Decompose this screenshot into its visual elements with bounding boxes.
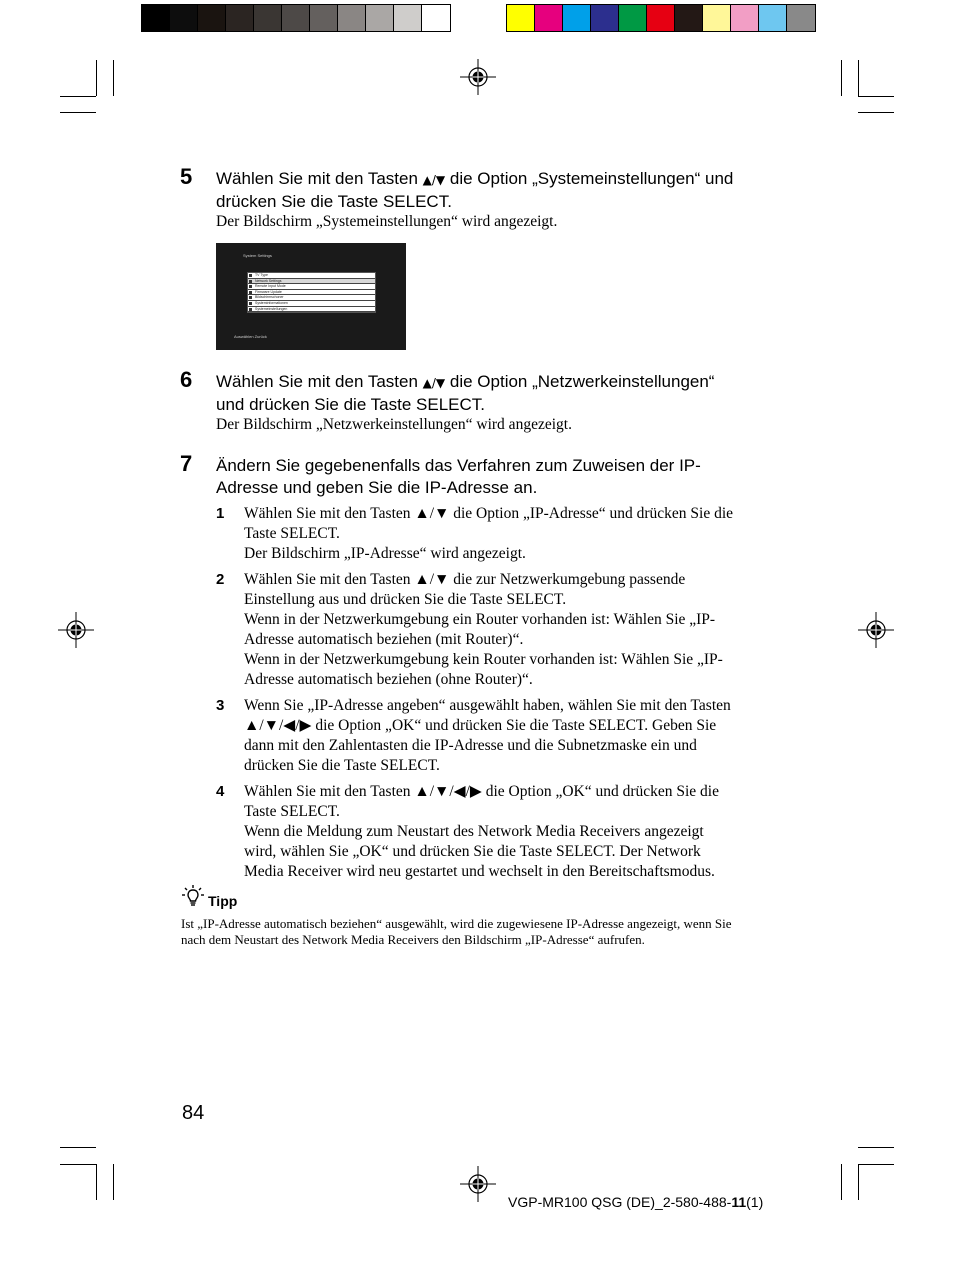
step-title-text: Wählen Sie mit den Tasten: [216, 169, 418, 188]
calibration-swatch: [254, 5, 282, 31]
page-number: 84: [182, 1102, 205, 1124]
registration-mark-icon: [58, 612, 94, 648]
crop-mark: [113, 60, 114, 96]
calibration-swatch: [507, 5, 535, 31]
step-title-text: Wählen Sie mit den Tasten: [216, 372, 418, 391]
step-note: Der Bildschirm „Systemeinstellungen“ wird angezeigt.: [216, 213, 558, 230]
calibration-swatch: [563, 5, 591, 31]
step-number: 7: [180, 451, 193, 476]
registration-mark-icon: [858, 612, 894, 648]
screenshot-menu-row: Firmware Update: [248, 290, 375, 296]
calibration-swatch: [591, 5, 619, 31]
sub-step-line: Adresse automatisch beziehen (mit Router)“.: [244, 631, 524, 648]
tip-text: [181, 916, 801, 948]
tip-line: Ist „IP-Adresse automatisch beziehen“ ausgewählt, wird die zugewiesene IP-Adresse angezeigt, wenn Sie: [181, 916, 732, 931]
crop-mark: [841, 60, 842, 96]
crop-mark: [96, 60, 97, 96]
step-title-text: die Option „Netzwerkeinstellungen“: [449, 372, 715, 391]
sub-step-text: [244, 504, 789, 564]
calibration-swatch: [731, 5, 759, 31]
sub-step-number: 2: [216, 571, 225, 588]
calibration-swatch: [675, 5, 703, 31]
crop-mark: [60, 1147, 96, 1148]
calibration-swatch: [787, 5, 815, 31]
calibration-swatch: [282, 5, 310, 31]
calibration-swatch: [703, 5, 731, 31]
step-title-text: die Option „Systemeinstellungen“ und: [449, 169, 734, 188]
grayscale-calibration-bar: [141, 4, 451, 32]
crop-mark: [858, 1164, 894, 1165]
screenshot-title: System Settings: [243, 253, 272, 258]
system-settings-screenshot: [216, 243, 406, 350]
calibration-swatch: [142, 5, 170, 31]
screenshot-footer: Auswählen Zurück: [234, 334, 267, 339]
calibration-swatch: [366, 5, 394, 31]
sub-step-line: Wenn in der Netzwerkumgebung kein Router vorhanden ist: Wählen Sie „IP-: [244, 651, 723, 668]
step-title-text: und drücken Sie die Taste SELECT.: [216, 395, 486, 414]
step-title: [216, 168, 796, 213]
sub-step-line: Wählen Sie mit den Tasten ▲/▼ die Option „IP-Adresse“ und drücken Sie die: [244, 505, 734, 522]
sub-step-line: wird, wählen Sie „OK“ und drücken Sie die Taste SELECT. Der Network: [244, 843, 701, 860]
sub-step-number: 3: [216, 697, 225, 714]
calibration-swatch: [198, 5, 226, 31]
step-number: 6: [180, 367, 193, 392]
crop-mark: [858, 112, 894, 113]
up-down-arrow-icon: ▲/▼: [422, 173, 446, 187]
calibration-swatch: [647, 5, 675, 31]
crop-mark: [113, 1164, 114, 1200]
calibration-swatch: [310, 5, 338, 31]
calibration-swatch: [759, 5, 787, 31]
crop-mark: [96, 1164, 97, 1200]
calibration-swatch: [619, 5, 647, 31]
crop-mark: [841, 1164, 842, 1200]
sub-step-line: Der Bildschirm „IP-Adresse“ wird angezeigt.: [244, 545, 526, 562]
sub-step-line: Taste SELECT.: [244, 525, 340, 542]
screenshot-menu-row: TV Type: [248, 273, 375, 279]
sub-step-line: Wenn Sie „IP-Adresse angeben“ ausgewählt haben, wählen Sie mit den Tasten: [244, 697, 731, 714]
sub-step-text: [244, 570, 789, 690]
crop-mark: [858, 60, 859, 96]
sub-step-line: Taste SELECT.: [244, 803, 340, 820]
crop-mark: [60, 96, 96, 97]
crop-mark: [60, 112, 96, 113]
sub-step-number: 1: [216, 505, 225, 522]
calibration-swatch: [535, 5, 563, 31]
step-title-text: drücken Sie die Taste SELECT.: [216, 192, 452, 211]
sub-step-line: Wählen Sie mit den Tasten ▲/▼/◀/▶ die Option „OK“ und drücken Sie die: [244, 783, 719, 800]
tip-heading: Tipp: [208, 893, 238, 909]
up-down-arrow-icon: ▲/▼: [422, 376, 446, 390]
step-title: [216, 455, 796, 499]
sub-step-line: Einstellung aus und drücken Sie die Taste SELECT.: [244, 591, 567, 608]
crop-mark: [858, 96, 894, 97]
sub-step-line: ▲/▼/◀/▶ die Option „OK“ und drücken Sie die Taste SELECT. Geben Sie: [244, 717, 717, 734]
crop-mark: [858, 1147, 894, 1148]
sub-step-line: Wählen Sie mit den Tasten ▲/▼ die zur Netzwerkumgebung passende: [244, 571, 686, 588]
step-title-text: Ändern Sie gegebenenfalls das Verfahren zum Zuweisen der IP-: [216, 456, 701, 475]
screenshot-menu-row: Systemeinstellungen: [248, 307, 375, 313]
step-note: Der Bildschirm „Netzwerkeinstellungen“ wird angezeigt.: [216, 416, 572, 433]
calibration-swatch: [226, 5, 254, 31]
lightbulb-icon: [182, 885, 204, 907]
step-title: [216, 371, 796, 416]
registration-mark-icon: [460, 1166, 496, 1202]
screenshot-menu-row: Bildschirmschoner: [248, 295, 375, 301]
sub-step-line: Adresse automatisch beziehen (ohne Router)“.: [244, 671, 533, 688]
sub-step-number: 4: [216, 783, 225, 800]
crop-mark: [60, 1164, 96, 1165]
color-calibration-bar: [506, 4, 816, 32]
screenshot-menu-row: Remote Input Mode: [248, 284, 375, 290]
screenshot-menu-list: [247, 272, 376, 313]
document-code: [508, 1194, 763, 1210]
crop-mark: [858, 1164, 859, 1200]
screenshot-menu-row: Systeminformationen: [248, 301, 375, 307]
step-title-text: Adresse und geben Sie die IP-Adresse an.: [216, 478, 538, 497]
sub-step-line: Media Receiver wird neu gestartet und wechselt in den Bereitschaftsmodus.: [244, 863, 715, 880]
sub-step-text: [244, 696, 789, 776]
step-number: 5: [180, 164, 193, 189]
document-code-prefix: VGP-MR100 QSG (DE)_2-580-488-: [508, 1194, 732, 1210]
sub-step-line: Wenn in der Netzwerkumgebung ein Router vorhanden ist: Wählen Sie „IP-: [244, 611, 716, 628]
document-code-revision: 11: [731, 1194, 747, 1210]
screenshot-menu-row: Network Settings: [248, 279, 375, 285]
sub-step-line: drücken Sie die Taste SELECT.: [244, 757, 440, 774]
calibration-swatch: [170, 5, 198, 31]
sub-step-text: [244, 782, 789, 882]
document-code-suffix: (1): [746, 1194, 764, 1210]
calibration-swatch: [338, 5, 366, 31]
calibration-swatch: [422, 5, 450, 31]
sub-step-line: dann mit den Zahlentasten die IP-Adresse und die Subnetzmaske ein und: [244, 737, 697, 754]
calibration-swatch: [394, 5, 422, 31]
sub-step-line: Wenn die Meldung zum Neustart des Network Media Receivers angezeigt: [244, 823, 704, 840]
tip-line: nach dem Neustart des Network Media Receivers den Bildschirm „IP-Adresse“ aufrufen.: [181, 932, 645, 947]
registration-mark-icon: [460, 59, 496, 95]
